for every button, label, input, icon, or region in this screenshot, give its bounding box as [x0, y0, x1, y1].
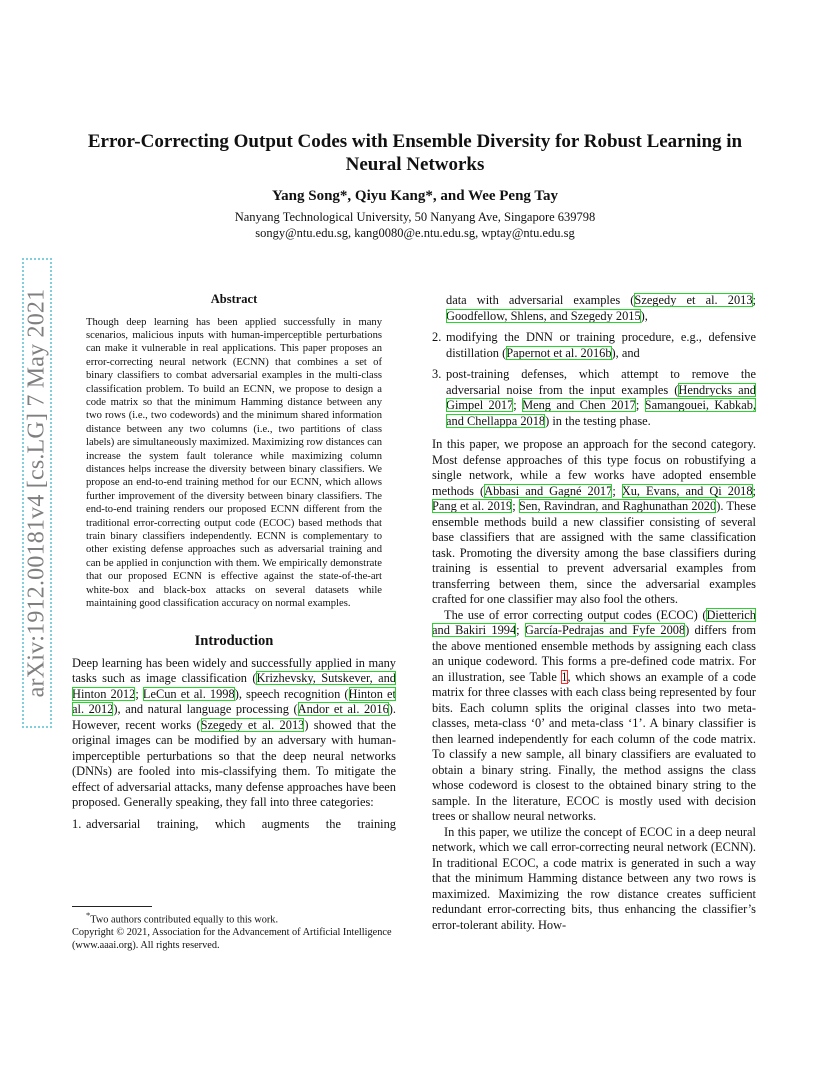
text-run: post-training defenses, which attempt to remove the adversarial noise from the input examples (	[446, 367, 756, 397]
footnote-rule	[72, 906, 152, 907]
arxiv-stamp-text: arXiv:1912.00181v4 [cs.LG] 7 May 2021	[23, 288, 50, 698]
text-run: ;	[512, 499, 519, 513]
citation-link[interactable]: Andor et al. 2016	[297, 702, 389, 717]
citation-link[interactable]: Dietterich and Bakiri 1994	[432, 607, 756, 637]
text-run: ;	[752, 483, 756, 498]
list-item	[432, 367, 756, 429]
list-item	[72, 817, 396, 833]
text-run: ;	[516, 623, 525, 637]
citation-link[interactable]: Xu, Evans, and Qi 2018	[621, 483, 753, 498]
text-run: ). These ensemble methods build a new classifier consisting of several base classifiers that are assigned with the same classification task. Promoting the diversity among the base classifiers during training is essential to prevent adversarial examples from transferring between them, since the adversarial examples crafted for one classifier may also fool the others.	[432, 499, 757, 606]
affiliation-block	[70, 209, 760, 241]
citation-link[interactable]: Samangouei, Kabkab, and Chellappa 2018	[446, 398, 756, 428]
text-run: ) in the testing phase.	[545, 413, 651, 428]
affiliation: Nanyang Technological University, 50 Nanyang Ave, Singapore 639798	[234, 210, 596, 224]
list-number: 2.	[432, 330, 442, 344]
citation-link[interactable]: Pang et al. 2019	[432, 499, 513, 513]
text-run: ;	[752, 293, 756, 307]
list-number: 3.	[432, 367, 442, 381]
text-run: ), and natural language processing (	[113, 702, 298, 717]
list-text	[446, 367, 756, 429]
text-run: modifying the DNN or training procedure, e.g., defensive distillation (	[446, 330, 756, 360]
citation-link[interactable]: García-Pedrajas and Fyfe 2008	[524, 623, 686, 637]
text-run: Deep learning has been widely and successfully applied in many tasks such as image classification (	[72, 655, 396, 686]
citation-link[interactable]: Goodfellow, Shlens, and Szegedy 2015	[446, 308, 641, 323]
author-emails: songy@ntu.edu.sg, kang0080@e.ntu.edu.sg, wptay@ntu.edu.sg	[255, 226, 575, 240]
citation-link[interactable]: Abbasi and Gagné 2017	[484, 483, 613, 498]
list-item-continuation	[446, 293, 756, 324]
list-item	[432, 330, 756, 361]
text-run: ;	[612, 483, 622, 498]
list-text	[446, 330, 756, 361]
footnote-marker: *	[86, 910, 91, 920]
text-run: ), speech recognition (	[234, 686, 349, 701]
left-column	[72, 292, 396, 838]
introduction-heading: Introduction	[194, 633, 274, 650]
text-run: ;	[635, 398, 645, 412]
text-run: data with adversarial examples (	[446, 293, 635, 307]
text-run: , which shows an example of a code matrix for three classes with each class being represented by four bits. Each column splits the original classes into two meta-classes, meta-class ‘0’ and meta-class ‘1’. A binary classifier is then learned independently for each column of the code matrix. To classify a new sample, all binary classifiers are evaluated to obtain a binary string. Finally, the method assigns the class whose codeword is closest to the obtained binary string to the sample. In the literature, ECOC is mostly used with decision trees or shallow neural networks.	[432, 669, 757, 823]
text-run: ). However, recent works (	[72, 702, 396, 732]
paragraph-3	[432, 608, 756, 825]
footnote-area	[72, 906, 402, 952]
table-reference-link[interactable]: 1	[561, 669, 568, 684]
paragraph-2	[432, 437, 756, 608]
text-run: ), and	[611, 345, 640, 360]
text-run: ;	[513, 398, 523, 412]
right-column	[432, 293, 756, 933]
arxiv-stamp[interactable]	[22, 258, 52, 728]
citation-link[interactable]: Szegedy et al. 2013	[634, 293, 753, 307]
footnote-text: Two authors contributed equally to this work.	[90, 914, 279, 926]
citation-link[interactable]: Sen, Ravindran, and Raghunathan 2020	[518, 499, 717, 513]
list-number: 1.	[72, 816, 82, 831]
text-run: ),	[640, 308, 648, 323]
text-run: ;	[135, 686, 143, 701]
citation-link[interactable]: Papernot et al. 2016b	[506, 345, 612, 360]
text-run: In this paper, we propose an approach for the second category. Most defense approaches of this type focus on robustifying a single network, while a few works have adopted ensemble methods (	[432, 437, 756, 498]
citation-link[interactable]: LeCun et al. 1998	[142, 686, 235, 701]
citation-link[interactable]: Krizhevsky, Sutskever, and Hinton 2012	[72, 671, 397, 701]
list-text: adversarial training, which augments the training	[86, 816, 396, 831]
intro-paragraph-1	[72, 656, 396, 811]
text-run: The use of error correcting output codes (ECOC) (	[444, 607, 707, 622]
citation-link[interactable]: Szegedy et al. 2013	[200, 717, 305, 732]
abstract-heading: Abstract	[210, 292, 258, 306]
citation-link[interactable]: Hendrycks and Gimpel 2017	[446, 382, 757, 412]
text-run: ) differs from the above mentioned ensemble methods by assigning each class an unique codeword. This forms a pre-defined code matrix. For an illustration, see Table	[432, 623, 756, 684]
citation-link[interactable]: Meng and Chen 2017	[522, 398, 636, 412]
copyright-notice: Copyright © 2021, Association for the Advancement of Artificial Intelligence (www.aaai.org). All rights reserved.	[72, 927, 392, 952]
paragraph-4: In this paper, we utilize the concept of ECOC in a deep neural network, which we call error-correcting neural network (ECNN). In traditional ECOC, a code matrix is generated in such a way that the minimum Hamming distance between any two rows is maximized. Maximizing the row distance creates sufficient redundant error-correcting bits, thus enhancing the classifier’s error-tolerant ability. How-	[432, 824, 756, 932]
footnote	[72, 909, 402, 926]
abstract-text: Though deep learning has been applied successfully in many scenarios, malicious inputs with human-imperceptible perturbations can make it vulnerable in real applications. This paper proposes an error-correcting neural network (ECNN) that combines a set of binary classifiers to combat adversarial examples in the multi-class classification problem. To build an ECNN, we propose to design a code matrix so that the minimum Hamming distance between any two rows (i.e., two codewords) and the minimum shared information distance between any two columns (i.e., two partitions of class labels) are simultaneously maximized. Maximizing row distances can increase the system fault tolerance while maximizing column distances helps increase the diversity between binary classifiers. We propose an end-to-end training method for our ECNN, which allows further improvement of the diversity between binary classifiers. The end-to-end training renders our proposed ECNN different from the traditional error-correcting output code (ECOC) based methods that train binary classifiers independently. ECNN is complementary to other existing defense approaches such as adversarial training and can be applied in conjunction with them. We empirically demonstrate that our proposed ECNN is effective against the state-of-the-art white-box and black-box attacks on several datasets while maintaining good classification accuracy on normal examples.	[86, 316, 382, 610]
text-run: ) showed that the original images can be modified by an adversary with human-imperceptible perturbations so that the deep neural networks (DNNs) are fooled into mis-classifying them. To mitigate the effect of adversarial attacks, many defense approaches have been proposed. Generally speaking, they fall into three categories:	[72, 717, 396, 810]
paper-title: Error-Correcting Output Codes with Ensemble Diversity for Robust Learning in Neural Networks	[87, 131, 743, 175]
citation-link[interactable]: Hinton et al. 2012	[72, 686, 396, 717]
paper-authors: Yang Song*, Qiyu Kang*, and Wee Peng Tay	[271, 188, 559, 204]
